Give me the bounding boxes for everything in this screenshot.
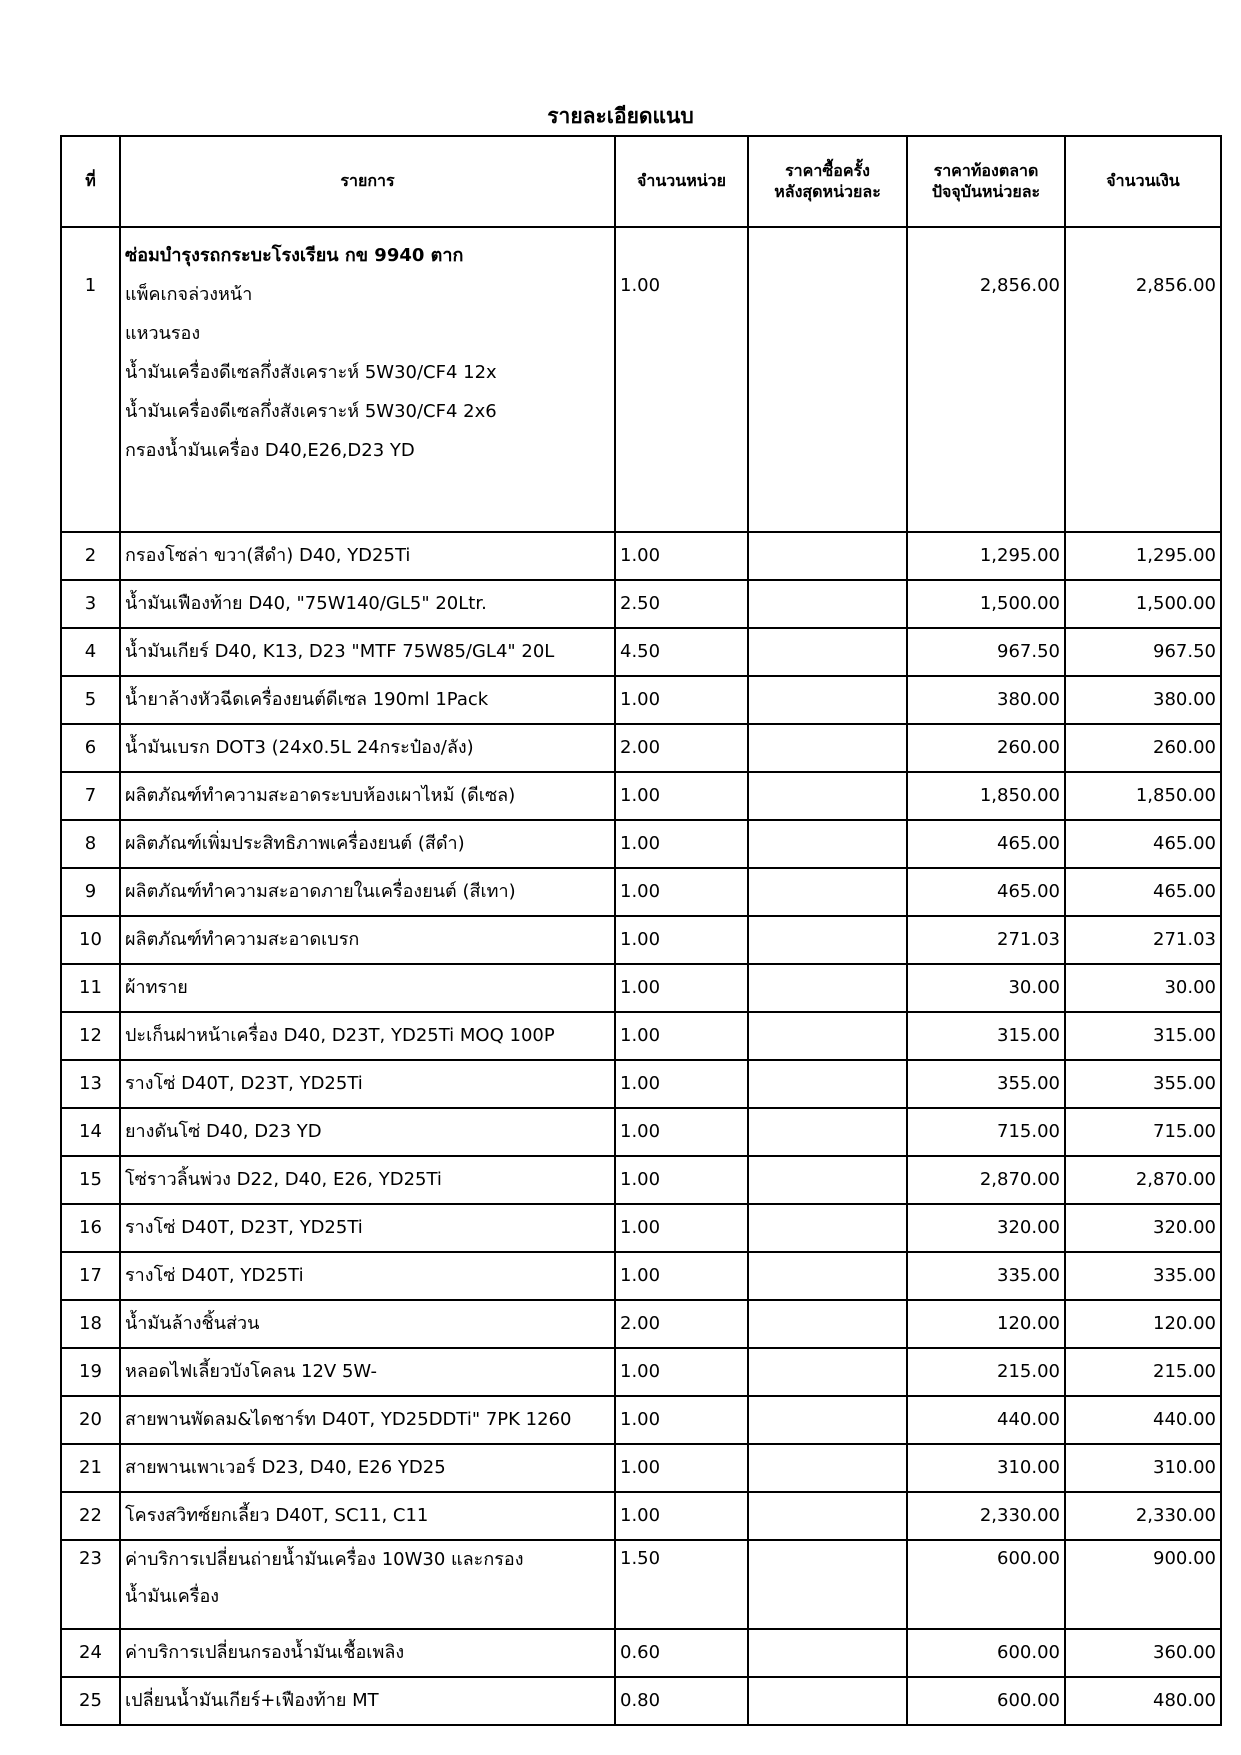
cell-total: 480.00 — [1065, 1677, 1221, 1725]
cell-market-price: 260.00 — [907, 724, 1065, 772]
cell-quantity: 1.00 — [615, 1060, 748, 1108]
table-row — [61, 676, 1221, 724]
cell-quantity: 1.00 — [615, 772, 748, 820]
cell-last-price — [748, 1348, 907, 1396]
cell-total: 465.00 — [1065, 868, 1221, 916]
cell-quantity: 1.00 — [615, 1108, 748, 1156]
cell-no: 7 — [61, 772, 120, 820]
cell-description: น้ำมันล้างชิ้นส่วน — [120, 1300, 615, 1348]
item-line: น้ำมันเครื่องดีเซลกึ่งสังเคราะห์ 5W30/CF4 12x — [125, 362, 497, 383]
cell-description: น้ำมันเฟืองท้าย D40, "75W140/GL5" 20Ltr. — [120, 580, 615, 628]
cell-total: 1,500.00 — [1065, 580, 1221, 628]
cell-description — [120, 227, 615, 532]
item-line: น้ำมันเครื่อง — [125, 1586, 220, 1607]
cell-quantity: 1.00 — [615, 676, 748, 724]
cell-total: 715.00 — [1065, 1108, 1221, 1156]
table-row — [61, 1396, 1221, 1444]
cell-no: 2 — [61, 532, 120, 580]
cell-no: 22 — [61, 1492, 120, 1540]
header-last-price-line1: ราคาซื้อครั้ง — [785, 160, 870, 180]
cell-last-price — [748, 1156, 907, 1204]
table-row — [61, 868, 1221, 916]
cell-no: 20 — [61, 1396, 120, 1444]
header-total: จำนวนเงิน — [1065, 136, 1221, 227]
header-description: รายการ — [120, 136, 615, 227]
item-line: แหวนรอง — [125, 323, 201, 344]
cell-quantity: 4.50 — [615, 628, 748, 676]
cell-market-price: 967.50 — [907, 628, 1065, 676]
header-market-price-line1: ราคาท้องตลาด — [933, 160, 1039, 180]
item-line: แพ็คเกจล่วงหน้า — [125, 284, 253, 305]
cell-description: ผลิตภัณฑ์ทำความสะอาดระบบห้องเผาไหม้ (ดีเซล) — [120, 772, 615, 820]
cell-last-price — [748, 1540, 907, 1629]
cell-description: ค่าบริการเปลี่ยนกรองน้ำมันเชื้อเพลิง — [120, 1629, 615, 1677]
header-last-price-line2: หลังสุดหน่วยละ — [774, 181, 881, 201]
cell-quantity: 1.00 — [615, 1492, 748, 1540]
header-no: ที่ — [61, 136, 120, 227]
cell-last-price — [748, 1108, 907, 1156]
cell-description: ปะเก็นฝาหน้าเครื่อง D40, D23T, YD25Ti MOQ 100P — [120, 1012, 615, 1060]
cell-market-price: 315.00 — [907, 1012, 1065, 1060]
cell-no: 25 — [61, 1677, 120, 1725]
cell-no: 15 — [61, 1156, 120, 1204]
cell-no: 24 — [61, 1629, 120, 1677]
cell-description: ผลิตภัณฑ์ทำความสะอาดเบรก — [120, 916, 615, 964]
cell-market-price: 1,850.00 — [907, 772, 1065, 820]
cell-no: 3 — [61, 580, 120, 628]
cell-quantity: 1.00 — [615, 1156, 748, 1204]
cell-no: 1 — [61, 227, 120, 532]
cell-quantity: 1.00 — [615, 964, 748, 1012]
table-row — [61, 1348, 1221, 1396]
cell-no: 23 — [61, 1540, 120, 1629]
cell-description: น้ำมันเบรก DOT3 (24x0.5L 24กระป๋อง/ลัง) — [120, 724, 615, 772]
table-row — [61, 628, 1221, 676]
cell-total: 335.00 — [1065, 1252, 1221, 1300]
cell-total: 315.00 — [1065, 1012, 1221, 1060]
cell-total: 360.00 — [1065, 1629, 1221, 1677]
cell-market-price: 320.00 — [907, 1204, 1065, 1252]
cell-quantity: 1.00 — [615, 1396, 748, 1444]
cell-total: 2,870.00 — [1065, 1156, 1221, 1204]
item-line: ค่าบริการเปลี่ยนถ่ายน้ำมันเครื่อง 10W30 และกรอง — [125, 1549, 524, 1570]
cell-last-price — [748, 1012, 907, 1060]
cell-no: 6 — [61, 724, 120, 772]
cell-description: ผ้าทราย — [120, 964, 615, 1012]
cell-quantity: 1.50 — [615, 1540, 748, 1629]
cell-quantity: 1.00 — [615, 532, 748, 580]
header-last-price — [748, 136, 907, 227]
table-row — [61, 227, 1221, 532]
cell-last-price — [748, 1396, 907, 1444]
table-row — [61, 1540, 1221, 1629]
cell-last-price — [748, 1204, 907, 1252]
cell-description: สายพานเพาเวอร์ D23, D40, E26 YD25 — [120, 1444, 615, 1492]
table-row — [61, 1252, 1221, 1300]
cell-no: 13 — [61, 1060, 120, 1108]
cell-quantity: 0.80 — [615, 1677, 748, 1725]
cell-quantity: 2.50 — [615, 580, 748, 628]
cell-last-price — [748, 868, 907, 916]
cell-description: โครงสวิทซ์ยกเลี้ยว D40T, SC11, C11 — [120, 1492, 615, 1540]
cell-no: 12 — [61, 1012, 120, 1060]
cell-quantity: 1.00 — [615, 1252, 748, 1300]
cell-description: ผลิตภัณฑ์ทำความสะอาดภายในเครื่องยนต์ (สีเทา) — [120, 868, 615, 916]
cell-market-price: 600.00 — [907, 1629, 1065, 1677]
item-line: กรองน้ำมันเครื่อง D40,E26,D23 YD — [125, 440, 415, 461]
cell-total: 967.50 — [1065, 628, 1221, 676]
table-row — [61, 916, 1221, 964]
cell-quantity: 1.00 — [615, 916, 748, 964]
cell-last-price — [748, 1060, 907, 1108]
cell-last-price — [748, 227, 907, 532]
cell-description: ยางดันโซ่ D40, D23 YD — [120, 1108, 615, 1156]
cell-quantity: 1.00 — [615, 1012, 748, 1060]
cell-quantity: 2.00 — [615, 724, 748, 772]
cell-no: 18 — [61, 1300, 120, 1348]
cell-total: 310.00 — [1065, 1444, 1221, 1492]
cell-description: โซ่ราวลิ้นพ่วง D22, D40, E26, YD25Ti — [120, 1156, 615, 1204]
cell-description: หลอดไฟเลี้ยวบังโคลน 12V 5W- — [120, 1348, 615, 1396]
table-row — [61, 1204, 1221, 1252]
cell-total: 271.03 — [1065, 916, 1221, 964]
cell-description: น้ำมันเกียร์ D40, K13, D23 "MTF 75W85/GL4" 20L — [120, 628, 615, 676]
cell-total: 2,856.00 — [1065, 227, 1221, 532]
cell-last-price — [748, 532, 907, 580]
cell-total: 120.00 — [1065, 1300, 1221, 1348]
cell-quantity: 0.60 — [615, 1629, 748, 1677]
cell-description: รางโซ่ D40T, D23T, YD25Ti — [120, 1060, 615, 1108]
cell-last-price — [748, 916, 907, 964]
item-heading: ซ่อมบำรุงรถกระบะโรงเรียน กข 9940 ตาก — [125, 245, 464, 266]
cell-no: 5 — [61, 676, 120, 724]
cell-quantity: 1.00 — [615, 868, 748, 916]
cell-quantity: 1.00 — [615, 227, 748, 532]
cell-market-price: 2,870.00 — [907, 1156, 1065, 1204]
cell-market-price: 600.00 — [907, 1677, 1065, 1725]
cell-total: 900.00 — [1065, 1540, 1221, 1629]
cell-no: 4 — [61, 628, 120, 676]
cell-last-price — [748, 1629, 907, 1677]
cell-last-price — [748, 1492, 907, 1540]
table-row — [61, 580, 1221, 628]
table-row — [61, 820, 1221, 868]
cell-no: 14 — [61, 1108, 120, 1156]
cell-no: 21 — [61, 1444, 120, 1492]
cell-market-price: 120.00 — [907, 1300, 1065, 1348]
cell-last-price — [748, 1300, 907, 1348]
table-row — [61, 1156, 1221, 1204]
cell-no: 8 — [61, 820, 120, 868]
cell-total: 2,330.00 — [1065, 1492, 1221, 1540]
item-line: น้ำมันเครื่องดีเซลกึ่งสังเคราะห์ 5W30/CF4 2x6 — [125, 401, 497, 422]
table-row — [61, 1300, 1221, 1348]
table-row — [61, 772, 1221, 820]
table-row — [61, 724, 1221, 772]
table-row — [61, 1677, 1221, 1725]
cell-total: 260.00 — [1065, 724, 1221, 772]
document-title: รายละเอียดแนบ — [547, 104, 694, 128]
cell-no: 9 — [61, 868, 120, 916]
table-row — [61, 1444, 1221, 1492]
cell-market-price: 2,856.00 — [907, 227, 1065, 532]
cell-total: 30.00 — [1065, 964, 1221, 1012]
cell-total: 1,295.00 — [1065, 532, 1221, 580]
cell-description: สายพานพัดลม&ไดชาร์ท D40T, YD25DDTi" 7PK 1260 — [120, 1396, 615, 1444]
cell-no: 16 — [61, 1204, 120, 1252]
cell-market-price: 215.00 — [907, 1348, 1065, 1396]
cell-last-price — [748, 964, 907, 1012]
cell-description — [120, 1540, 615, 1629]
cell-total: 215.00 — [1065, 1348, 1221, 1396]
cell-total: 440.00 — [1065, 1396, 1221, 1444]
cell-no: 19 — [61, 1348, 120, 1396]
cell-last-price — [748, 1444, 907, 1492]
cell-market-price: 2,330.00 — [907, 1492, 1065, 1540]
table-row — [61, 964, 1221, 1012]
cell-market-price: 465.00 — [907, 820, 1065, 868]
cell-total: 355.00 — [1065, 1060, 1221, 1108]
cell-description: รางโซ่ D40T, YD25Ti — [120, 1252, 615, 1300]
header-market-price-line2: ปัจจุบันหน่วยละ — [931, 181, 1041, 201]
cell-last-price — [748, 772, 907, 820]
cell-market-price: 355.00 — [907, 1060, 1065, 1108]
cell-market-price: 715.00 — [907, 1108, 1065, 1156]
cell-quantity: 1.00 — [615, 1348, 748, 1396]
cell-description: รางโซ่ D40T, D23T, YD25Ti — [120, 1204, 615, 1252]
table-header-row — [61, 136, 1221, 227]
cell-quantity: 1.00 — [615, 1204, 748, 1252]
cell-market-price: 310.00 — [907, 1444, 1065, 1492]
cell-last-price — [748, 1252, 907, 1300]
table-row — [61, 1629, 1221, 1677]
cell-market-price: 465.00 — [907, 868, 1065, 916]
cell-last-price — [748, 580, 907, 628]
table-row — [61, 1012, 1221, 1060]
cell-last-price — [748, 628, 907, 676]
cell-last-price — [748, 1677, 907, 1725]
cell-description: เปลี่ยนน้ำมันเกียร์+เฟืองท้าย MT — [120, 1677, 615, 1725]
cell-no: 11 — [61, 964, 120, 1012]
cell-no: 17 — [61, 1252, 120, 1300]
table-row — [61, 1060, 1221, 1108]
cell-last-price — [748, 820, 907, 868]
cell-total: 320.00 — [1065, 1204, 1221, 1252]
cell-market-price: 600.00 — [907, 1540, 1065, 1629]
cell-total: 1,850.00 — [1065, 772, 1221, 820]
cell-last-price — [748, 676, 907, 724]
cell-description: น้ำยาล้างหัวฉีดเครื่องยนต์ดีเซล 190ml 1Pack — [120, 676, 615, 724]
cell-total: 465.00 — [1065, 820, 1221, 868]
cell-description: กรองโซล่า ขวา(สีดำ) D40, YD25Ti — [120, 532, 615, 580]
table-row — [61, 1492, 1221, 1540]
cell-market-price: 271.03 — [907, 916, 1065, 964]
cell-market-price: 335.00 — [907, 1252, 1065, 1300]
cell-market-price: 380.00 — [907, 676, 1065, 724]
table-row — [61, 1108, 1221, 1156]
header-market-price — [907, 136, 1065, 227]
table-row — [61, 532, 1221, 580]
cell-total: 380.00 — [1065, 676, 1221, 724]
cell-quantity: 2.00 — [615, 1300, 748, 1348]
cell-quantity: 1.00 — [615, 1444, 748, 1492]
cell-market-price: 30.00 — [907, 964, 1065, 1012]
cell-market-price: 1,295.00 — [907, 532, 1065, 580]
cell-market-price: 1,500.00 — [907, 580, 1065, 628]
cell-last-price — [748, 724, 907, 772]
cell-no: 10 — [61, 916, 120, 964]
cell-market-price: 440.00 — [907, 1396, 1065, 1444]
cell-quantity: 1.00 — [615, 820, 748, 868]
items-table — [60, 135, 1222, 1726]
cell-description: ผลิตภัณฑ์เพิ่มประสิทธิภาพเครื่องยนต์ (สีดำ) — [120, 820, 615, 868]
header-quantity: จำนวนหน่วย — [615, 136, 748, 227]
